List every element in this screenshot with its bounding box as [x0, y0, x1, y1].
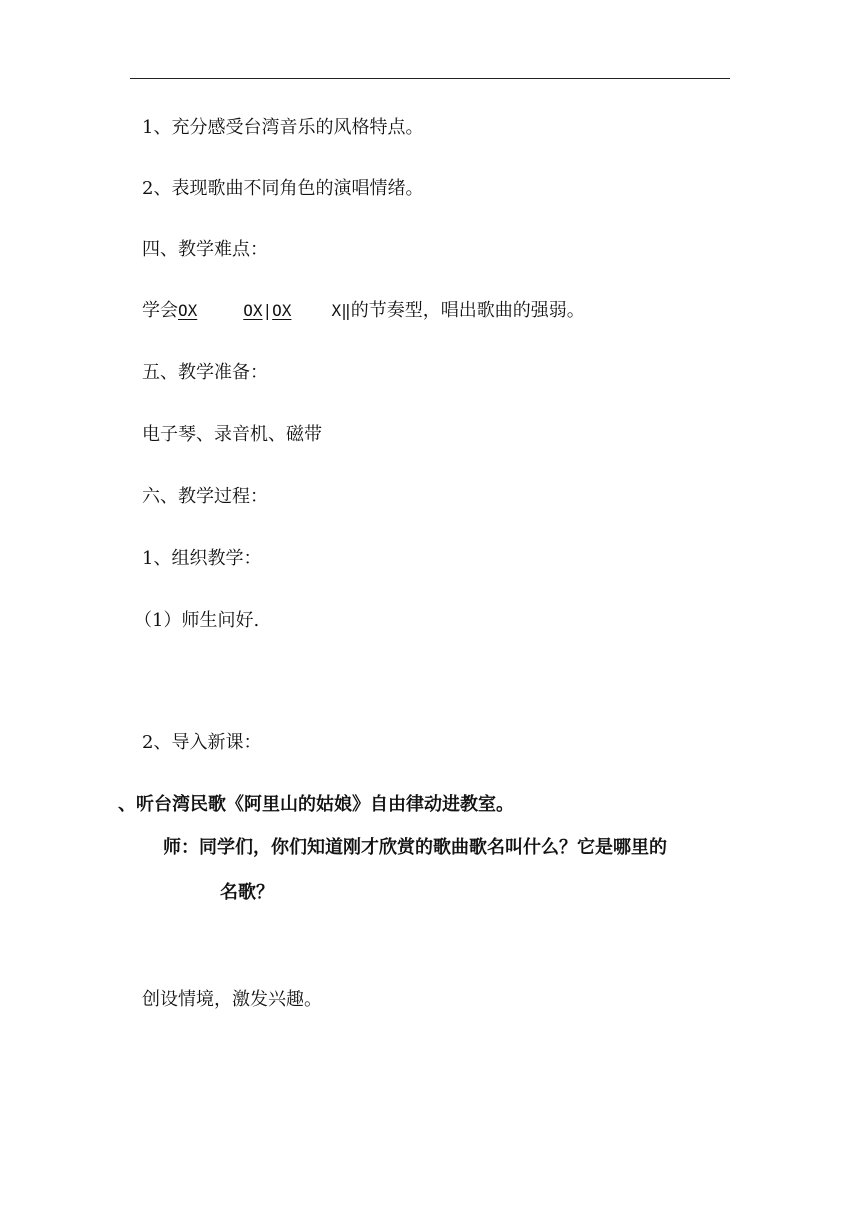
objective-1: 1、充分感受台湾音乐的风格特点。 — [142, 117, 424, 138]
section-heading-preparation: 五、教学准备： — [142, 362, 268, 383]
difficulty-prefix: 学会 — [142, 300, 178, 321]
teacher-question-line-1: 师：同学们，你们知道刚才欣赏的歌曲歌名叫什么？它是哪里的 — [163, 837, 667, 858]
difficulty-line — [142, 299, 585, 323]
step-1-heading: 1、组织教学： — [142, 548, 262, 569]
rhythm-note-3: OX — [272, 301, 292, 320]
rhythm-note-2: OX — [243, 301, 263, 320]
listen-instruction: 、听台湾民歌《阿里山的姑娘》自由律动进教室。 — [118, 794, 514, 815]
section-heading-difficulty: 四、教学难点： — [142, 239, 268, 260]
closing-note: 创设情境，激发兴趣。 — [142, 989, 322, 1010]
step-2-heading: 2、导入新课： — [142, 732, 262, 753]
objective-2: 2、表现歌曲不同角色的演唱情绪。 — [142, 178, 424, 199]
teacher-question-line-2: 名歌？ — [220, 882, 274, 903]
step-1-item: （1）师生问好. — [134, 610, 260, 631]
rhythm-note-4: X‖ — [331, 301, 351, 320]
header-rule — [130, 78, 730, 79]
rhythm-barline: | — [262, 301, 273, 320]
difficulty-suffix: 的节奏型，唱出歌曲的强弱。 — [350, 300, 585, 321]
section-heading-process: 六、教学过程： — [142, 486, 268, 507]
rhythm-note-1: OX — [178, 301, 198, 320]
materials-text: 电子琴、录音机、磁带 — [142, 424, 322, 445]
